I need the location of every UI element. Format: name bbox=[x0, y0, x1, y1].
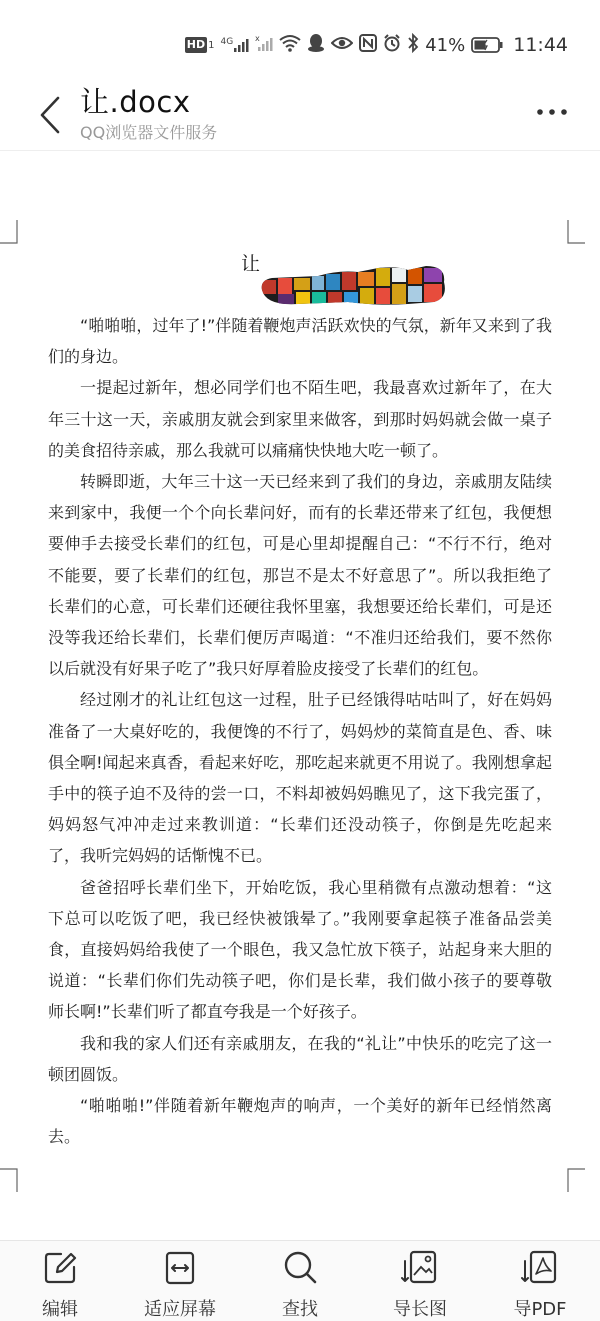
edit-label: 编辑 bbox=[42, 1299, 78, 1320]
paragraph: 爸爸招呼长辈们坐下，开始吃饭，我心里稍微有点激动想着：“这下总可以吃饭了吧，我已经快被饿晕了。”我刚要拿起筷子准备品尝美食，直接妈妈给我使了一个眼色，我又急忙放下筷子，站起身来大胆的说道：“长辈们你们先动筷子吧，你们是长辈，我们做小孩子的要尊敬师长啊!”长辈们听了都直夸我是一个好孩子。 bbox=[48, 877, 552, 1022]
paragraph: “啪啪啪!”伴随着新年鞭炮声的响声，一个美好的新年已经悄然离去。 bbox=[48, 1096, 552, 1147]
status-bar bbox=[0, 0, 600, 80]
long-image-icon bbox=[401, 1249, 439, 1287]
document-view[interactable] bbox=[0, 150, 600, 1240]
redaction-mosaic bbox=[258, 262, 448, 308]
svg-text:x: x bbox=[255, 33, 260, 43]
pdf-export-icon bbox=[521, 1249, 559, 1287]
qq-icon bbox=[307, 33, 325, 58]
export-pdf-label: 导PDF bbox=[513, 1299, 567, 1320]
page-subtitle: QQ浏览器文件服务 bbox=[80, 123, 218, 142]
paragraph: 我和我的家人们还有亲戚朋友，在我的“礼让”中快乐的吃完了这一顿团圆饭。 bbox=[48, 1033, 552, 1084]
bottom-toolbar bbox=[0, 1240, 600, 1321]
back-button[interactable] bbox=[30, 88, 70, 138]
search-icon bbox=[281, 1249, 319, 1287]
battery-icon bbox=[471, 37, 503, 53]
export-long-image-label: 导长图 bbox=[393, 1299, 447, 1320]
paragraph: 一提起过新年，想必同学们也不陌生吧，我最喜欢过新年了，在大年三十这一天，亲戚朋友就会到家里来做客，到那时妈妈就会做一桌子的美食招待亲戚，那么我就可以痛痛快快地大吃一顿了。 bbox=[48, 378, 552, 460]
page-title: 让.docx bbox=[80, 85, 191, 119]
fit-screen-button[interactable] bbox=[120, 1241, 240, 1321]
paragraph: 经过刚才的礼让红包这一过程，肚子已经饿得咕咕叫了，好在妈妈准备了一大桌好吃的，我便馋的不行了，妈妈炒的菜简直是色、香、味俱全啊!闻起来真香，看起来好吃，那吃起来就更不用说了。我刚想拿起手中的筷子迫不及待的尝一口，不料却被妈妈瞧见了，这下我完蛋了，妈妈怒气冲冲走过来教训道：“长辈们还没动筷子，你倒是先吃起来了，我听完妈妈的话惭愧不已。 bbox=[48, 690, 552, 866]
fit-screen-label: 适应屏幕 bbox=[144, 1299, 216, 1320]
export-pdf-button[interactable] bbox=[480, 1241, 600, 1321]
battery-percent: 41% bbox=[425, 34, 466, 56]
document-title: 让 bbox=[241, 253, 261, 275]
page-corner-mark bbox=[0, 1168, 18, 1192]
signal-no-sim-icon bbox=[255, 34, 273, 57]
page-corner-mark bbox=[0, 220, 18, 244]
wifi-icon bbox=[279, 34, 301, 57]
edit-icon bbox=[41, 1249, 79, 1287]
network-label: 4G bbox=[220, 37, 234, 47]
chevron-left-icon bbox=[30, 88, 70, 138]
hd-label: HD bbox=[186, 38, 206, 51]
alarm-icon bbox=[383, 34, 401, 57]
bluetooth-icon bbox=[407, 33, 419, 58]
paragraph: “啪啪啪，过年了!”伴随着鞭炮声活跃欢快的气氛，新年又来到了我们的身边。 bbox=[48, 316, 552, 367]
search-label: 查找 bbox=[282, 1299, 318, 1320]
signal-4g-icon bbox=[221, 37, 250, 53]
edit-button[interactable] bbox=[0, 1241, 120, 1321]
page-corner-mark bbox=[567, 220, 585, 244]
page-corner-mark bbox=[567, 1168, 585, 1192]
app-header bbox=[0, 80, 600, 151]
export-long-image-button[interactable] bbox=[360, 1241, 480, 1321]
nfc-icon bbox=[359, 34, 377, 57]
paragraph: 转瞬即逝，大年三十这一天已经来到了我们的身边，亲戚朋友陆续来到家中，我便一个个向长辈问好，而有的长辈还带来了红包，我便想要伸手去接受长辈们的红包，可是心里却提醒自己：“不行不行，绝对不能要，要了长辈们的红包，那岂不是太不好意思了”。所以我拒绝了长辈们的心意，可长辈们还硬往我怀里塞，我想要还给长辈们，可是还没等我还给长辈们，长辈们便厉声喝道：“不准归还给我们，要不然你以后就没有好果子吃了”我只好厚着脸皮接受了长辈们的红包。 bbox=[48, 472, 552, 679]
more-icon bbox=[532, 102, 572, 122]
more-button[interactable] bbox=[532, 102, 572, 122]
clock: 11:44 bbox=[513, 34, 568, 56]
search-button[interactable] bbox=[240, 1241, 360, 1321]
document-body bbox=[48, 310, 552, 1152]
fit-screen-icon bbox=[161, 1249, 199, 1287]
eye-icon bbox=[331, 35, 353, 56]
hd-icon: HD 1 bbox=[186, 38, 215, 51]
